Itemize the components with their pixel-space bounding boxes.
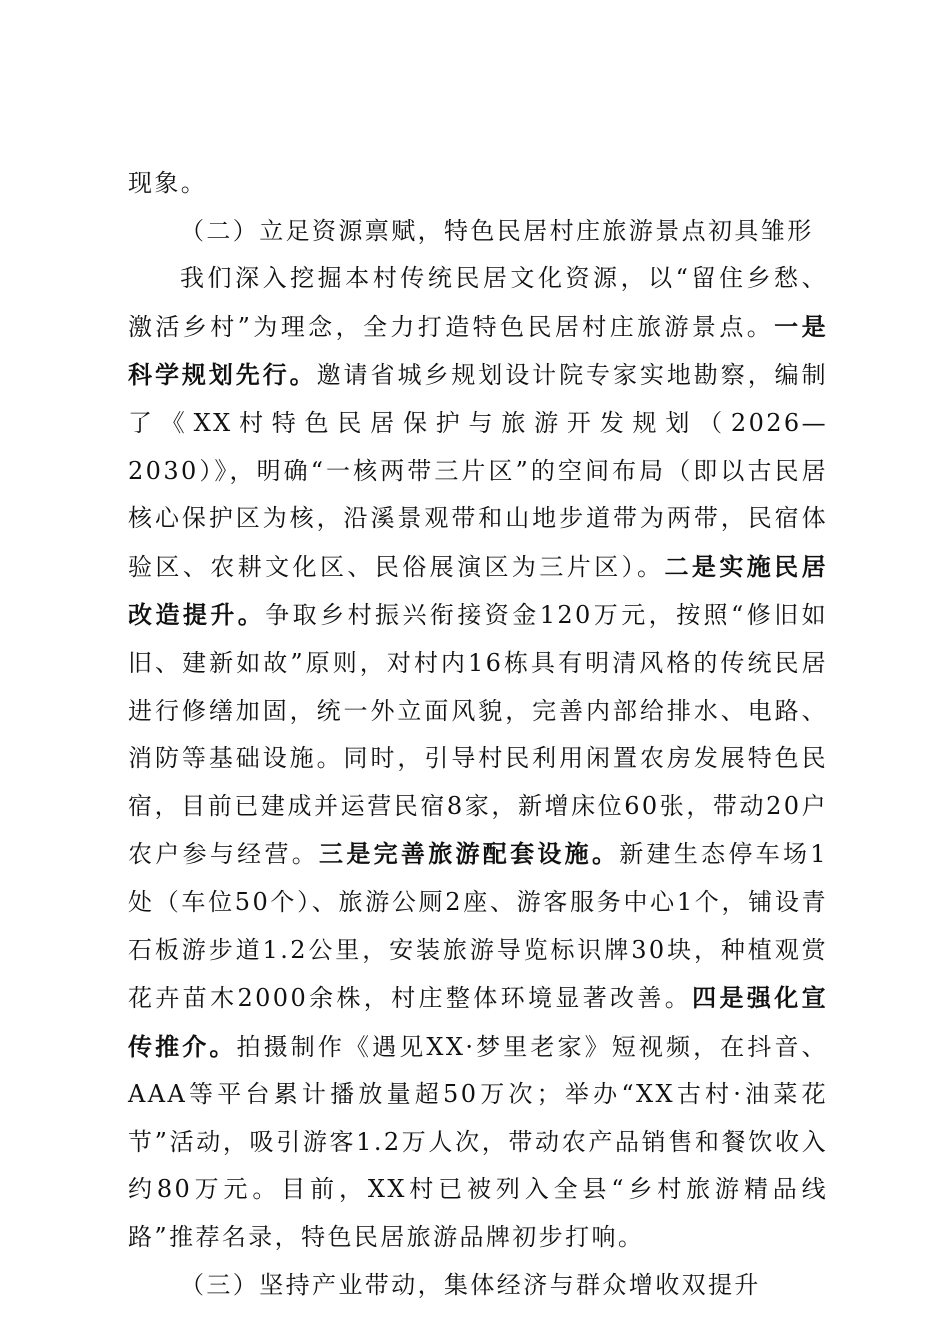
point-1-title: 一是科学规划先行。 [128,311,828,390]
intro-text: 我们深入挖掘本村传统民居文化资源，以“留住乡愁、激活乡村”为理念，全力打造特色民居村庄旅游景点。 [128,264,828,341]
point-4-title: 四是强化宣传推介。 [128,983,829,1061]
point-1-text: 邀请省城乡规划设计院专家实地勘察，编制了《XX村特色民居保护与旅游开发规划（2026—2030）》，明确“一核两带三片区”的空间布局（即以古民居核心保护区为核，沿溪景观带和山地步道带为两带，民宿体验区、农耕文化区、民俗展演区为三片区）。 [128,361,828,581]
document-body [128,160,828,1309]
body-paragraph [128,255,828,1261]
point-3-title: 三是完善旅游配套设施。 [319,839,620,869]
point-4-text: 拍摄制作《遇见XX·梦里老家》短视频，在抖音、AAA等平台累计播放量超50万次；举办“XX古村·油菜花节”活动，吸引游客1.2万人次，带动农产品销售和餐饮收入约80万元。目前，XX村已被列入全县“乡村旅游精品线路”推荐名录，特色民居旅游品牌初步打响。 [128,1032,828,1252]
section-heading-3: （三）坚持产业带动，集体经济与群众增收双提升 [180,1270,761,1299]
point-2-title: 二是实施民居改造提升。 [128,551,829,630]
point-3-text: 新建生态停车场1处（车位50个）、旅游公厕2座、游客服务中心1个，铺设青石板游步道1.2公里，安装旅游导览标识牌30块，种植观赏花卉苗木2000余株，村庄整体环境显著改善。 [128,840,828,1013]
continuation-text: 现象。 [128,169,208,197]
point-2-text: 争取乡村振兴衔接资金120万元，按照“修旧如旧、建新如故”原则，对村内16栋具有明清风格的传统民居进行修缮加固，统一外立面风貌，完善内部给排水、电路、消防等基础设施。同时，引导村民利用闲置农房发展特色民宿，目前已建成并运营民宿8家，新增床位60张，带动20户农户参与经营。 [128,601,828,869]
section-heading-2: （二）立足资源禀赋，特色民居村庄旅游景点初具雏形 [180,216,814,245]
